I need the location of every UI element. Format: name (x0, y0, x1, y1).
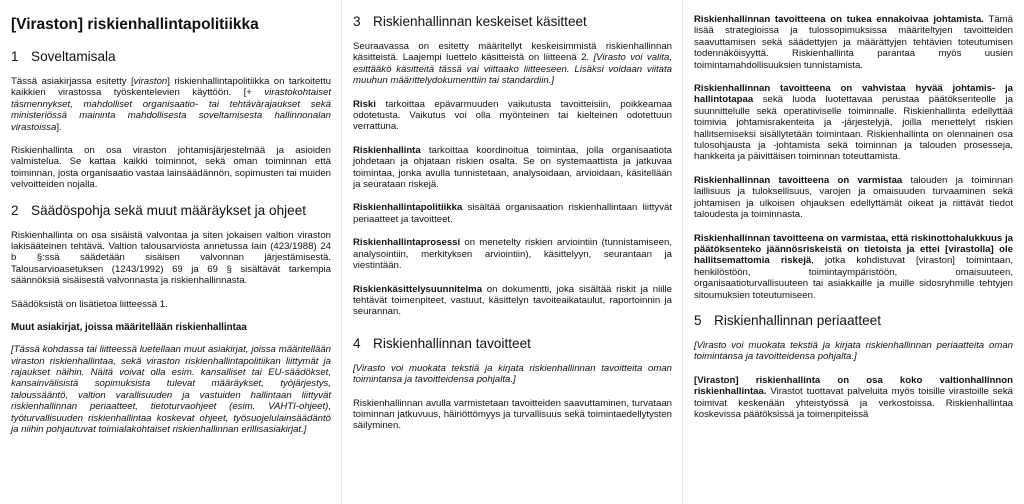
text-span: on dokumentti, joka sisältää riskit ja niille tehtävät toimenpiteet, vastuut, käsittelyn tavoiteaikataulut, raportoinnin ja seurannan. (353, 283, 672, 318)
section-number: 3 (353, 14, 361, 29)
section-heading-2 (11, 203, 331, 219)
text-span: tarkoittaa koordinoitua toimintaa, jolla organisaatiota johdetaan ja ohjataan riskien osalta. Se on systemaattista ja jatkuvaa toimintaa, jonka avulla tunnistetaan, analysoidaan, arvioidaan, käsitellään ja seurataan riskejä. (353, 144, 672, 191)
section-number: 1 (11, 49, 19, 64)
paragraph: [Virasto voi muokata tekstiä ja kirjata riskienhallinnan periaatteita oman toimintansa ja tavoitteidensa pohjalta.] (694, 339, 1013, 363)
definition (353, 202, 672, 225)
term: Riskienhallinnan tavoitteena on vahvistaa hyvää johtamis- ja hallintotapaa (694, 83, 1013, 106)
text-span: ]. (56, 121, 62, 133)
section-title: Riskienhallinnan tavoitteet (373, 335, 531, 351)
text-span: tarkoittaa epävarmuuden vaikutusta tavoitteisiin, poikkeamaa odotetusta. Vaikutus voi olla myönteinen tai kielteinen odotettuun verrattuna. (353, 98, 672, 133)
paragraph: Riskienhallinta on osa sisäistä valvontaa ja siten jokaisen valtion viraston lakisääteinen tehtävä. Valtion talousarviosta annetussa lain (423/1988) 24 b §:ssä säädetään sisäisen valvonnan järjestämisestä. Talousarvioasetuksen (1243/1992) 69 ja 69 § sisältävät tarkempia säännöksiä sisäisestä valvonnasta ja riskienhallinnasta. (11, 229, 331, 287)
document-title: [Viraston] riskienhallintapolitiikka (11, 16, 259, 33)
text-span: talouden ja toiminnan laillisuus ja tuloksellisuus, varojen ja omaisuuden turvaaminen sekä johtamisen ja ulkoisen ohjauksen edellyttämät oikeat ja riittävät tiedot taloudesta ja toiminnasta. (694, 174, 1013, 221)
column-2 (341, 0, 682, 504)
section-title: Riskienhallinnan periaatteet (714, 312, 882, 328)
section-number: 5 (694, 312, 702, 328)
text-span: viraston (133, 76, 168, 87)
text-span: [Virasto voi valita, esittääkö käsitteitä tässä vai viittaako liitteeseen. Lisäksi voidaan viitata muuhun määrittelydokumenttiin tai standardiin.] (353, 52, 672, 87)
goal-paragraph (694, 175, 1013, 221)
term: Riskienhallinnan tavoitteena on varmistaa (694, 174, 903, 186)
section-title: Soveltamisala (31, 49, 116, 64)
text-span: virastokohtaiset täsmennykset, mahdolliset organisaatio- tai tehtävärajaukset sekä ministeriössä maininta mahdollisesta soveltamisesta hallinnonalan virastoissa (11, 87, 331, 133)
section-title: Riskienhallinnan keskeiset käsitteet (373, 14, 587, 29)
goal-paragraph (694, 14, 1013, 71)
definition (353, 99, 672, 133)
section-heading-3 (353, 14, 672, 30)
section-number: 2 (11, 202, 19, 218)
text-span: on menetelty riskien arviointiin (tunnistamiseen, analysointiin, merkityksen arviointiin), käsittelyyn, seurantaan ja viestintään. (353, 237, 672, 272)
text-span: Virastot tuottavat palveluita myös toisille virastoille sekä toimivat keskenään yhteistyössä ja verkostoissa. Riskienhallintaa koskevissa päätöksissä ja toimenpiteissä (694, 386, 1013, 420)
paragraph: Säädöksistä on lisätietoa liitteessä 1. (11, 298, 168, 310)
definition (353, 145, 672, 191)
section-heading-4 (353, 336, 672, 352)
column-1 (0, 0, 341, 504)
term: Riskienhallintapolitiikka (353, 202, 463, 214)
section-title: Säädöspohja sekä muut määräykset ja ohjeet (31, 202, 307, 218)
term: Riskienhallinta (353, 144, 421, 156)
section-heading-5 (694, 313, 1013, 329)
definition (353, 284, 672, 318)
text-span: sisältää organisaation riskienhallintaan liittyvät periaatteet ja tavoitteet. (353, 202, 672, 225)
definition (353, 237, 672, 271)
term: Riskienkäsittelysuunnitelma (353, 283, 483, 295)
text-span: Seuraavassa on esitetty määritellyt keskeisimmistä riskienhallinnan käsitteistä. Laajempi luettelo käsitteistä on liitteenä 2. (353, 41, 672, 64)
goal-paragraph (694, 233, 1013, 301)
text-span: sekä luoda luotettavaa perustaa päätöksenteolle ja suunnittelulle sekä operatiiviselle toiminnalle. Riskienhallinta edellyttää toimivia johtamisrakenteita ja -järjestelyjä, joilla menettelyt riskien hallitsemiseksi sisällytetään toimintaan. Riskienhallinta on olennainen osa tulosohjausta ja -johtamista sekä toiminnan ja talouden prosesseja, hankkeita ja päivittäisen toiminnan toteuttamista. (694, 94, 1013, 163)
text-span: ] riskienhallintapolitiikka on tarkoitettu kaikkien virastossa työskentelevien käyttöön. [+ (11, 76, 331, 99)
term: Riskienhallinnan tavoitteena on tukea ennakoivaa johtamista. (694, 14, 984, 25)
section-number: 4 (353, 335, 361, 351)
term: Riskienhallintaprosessi (353, 237, 461, 249)
paragraph (353, 41, 672, 87)
term: [Viraston] riskienhallinta on osa koko valtionhallinnon riskienhallintaa. (694, 374, 1013, 398)
term: Riskienhallinnan tavoitteena on varmistaa, että riskinottohalukkuus ja päätöksenteko jäännösriskeistä on tietoista ja ettei [virastolla] ole hallitsemattomia riskejä (694, 232, 1013, 267)
paragraph: Riskienhallinta on osa viraston johtamisjärjestelmää ja asioiden valmistelua. Se kattaa kaikki toiminnot, sekä oman toiminnan että toiminnan, josta organisaatio vastaa lainsäädännön, sopimusten tai muiden velvoitteiden nojalla. (11, 145, 331, 191)
paragraph (11, 76, 331, 133)
column-3 (682, 0, 1023, 504)
paragraph: [Virasto voi muokata tekstiä ja kirjata riskienhallinnan tavoitteita oman toimintansa ja tavoitteidensa pohjalta.] (353, 362, 672, 386)
text-span: Tämä lisää strategioissa ja tulossopimuksissa määriteltyjen tavoitteiden saavuttamisen sekä säädettyjen ja määrättyjen tehtävien toteutumisen todennäköisyyttä. Riskienhallinta parantaa myös uusien toimintamahdollisuuksien tunnistamista. (694, 14, 1013, 71)
paragraph: [Tässä kohdassa tai liitteessä luetellaan muut asiakirjat, joissa määritellään viraston riskienhallintaa, sekä viraston riskienhallintapolitiikan liittymät ja rajaukset näihin. Näitä voivat olla esim. kansalliset tai EU-säädökset, kansainvälisistä sopimuksista tulevat määräykset, työjärjestys, taloussääntö, valtion varallisuuden ja vastuiden hallintaan liittyvät riskienhallinnan periaatteet, tietoturvaohjeet (esim. VAHTI-ohjeet), työturvallisuuden riskienhallintaa koskevat ohjeet, työsuojelulainsäädäntö ja niihin pohjautuvat toimialakohtaiset riskienhallinnan erillisasiakirjat.] (11, 344, 331, 435)
section-heading-1 (11, 49, 331, 65)
subheading: Muut asiakirjat, joissa määritellään riskienhallintaa (11, 322, 247, 334)
goal-paragraph (694, 83, 1013, 163)
principle-paragraph (694, 375, 1013, 421)
paragraph: Riskienhallinnan avulla varmistetaan tavoitteiden saavuttaminen, turvataan toiminnan jatkuvuus, häiriöttömyys ja turvallisuus sekä toimintaedellytysten säilyminen. (353, 397, 672, 432)
text-span: , jotka kohdistuvat [viraston] toimintaan, henkilöstöön, toimintaympäristöön, omaisuuteen, organisaatioturvallisuuteen tai asiakkaille ja muille sidosryhmille tehtyjen sitoumuksien toteutumiseen. (694, 255, 1013, 301)
term: Riski (353, 98, 376, 110)
text-span: Tässä asiakirjassa esitetty [ (11, 76, 134, 87)
